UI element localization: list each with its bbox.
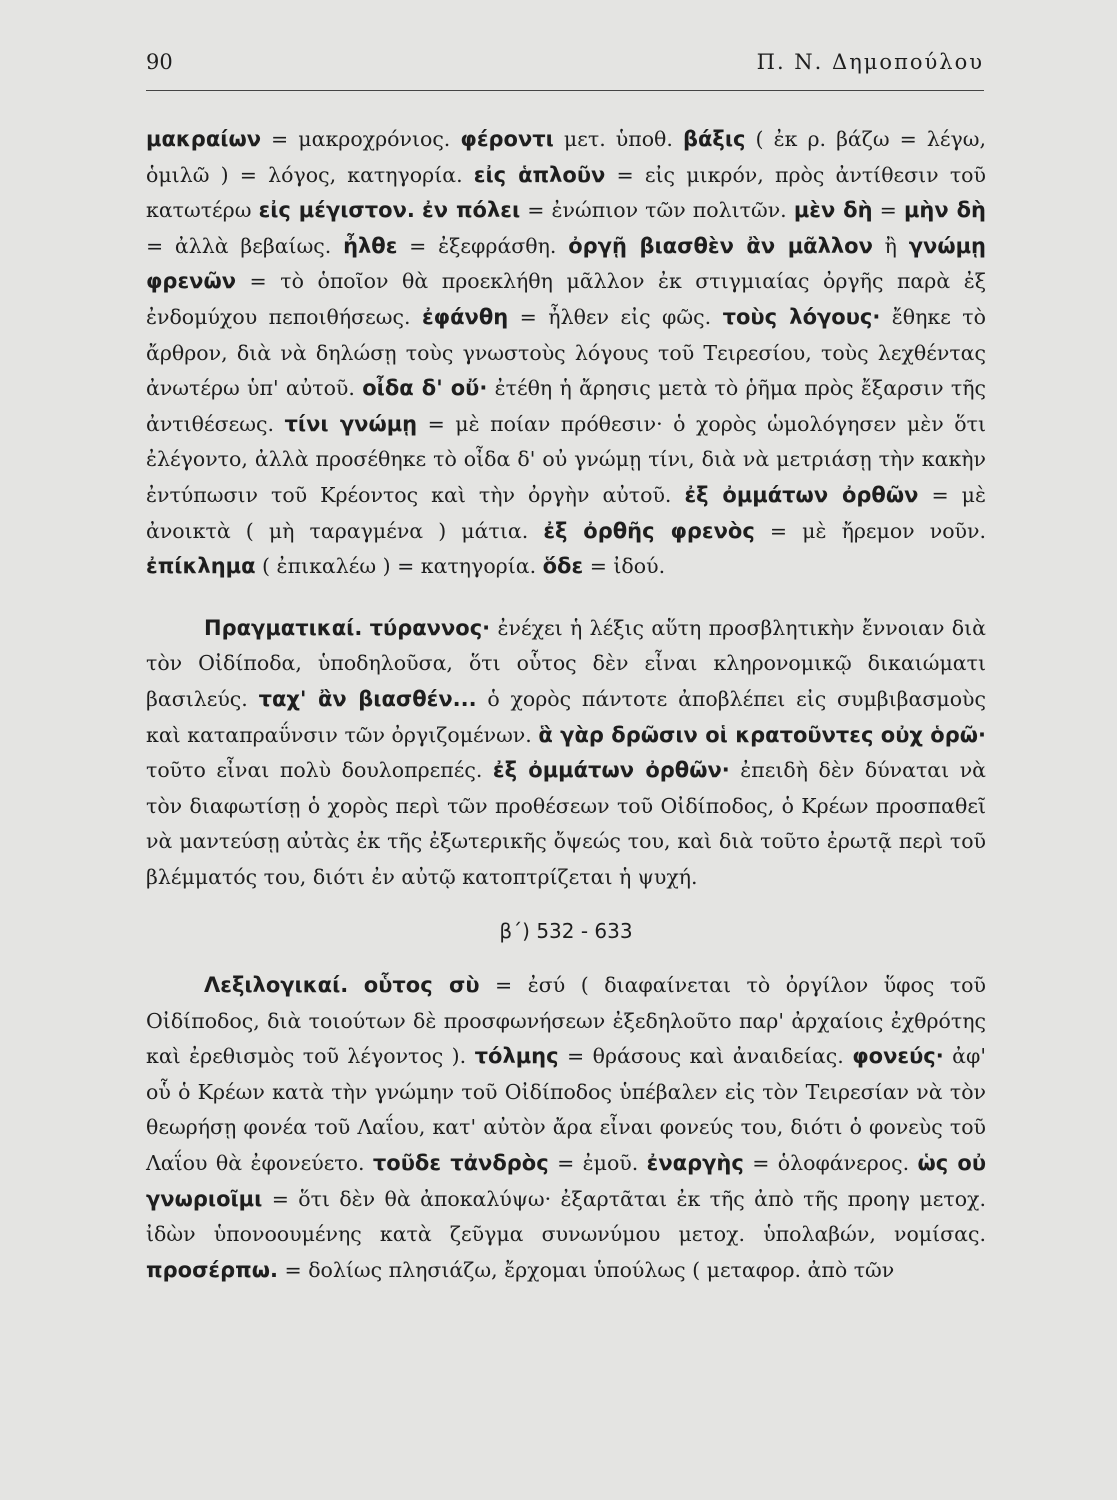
lemma-term: ἐφάνθη — [421, 304, 509, 329]
gloss-text: = τὸ ὁποῖον θὰ προεκλήθη μᾶλλον ἐκ στιγμιαίας ὀργῆς παρὰ ἐξ ἐνδομύχου πεποιθήσεως. — [146, 269, 986, 329]
gloss-text: ( ἐπικαλέω ) = κατηγορία. — [255, 554, 543, 579]
commentary-paragraph-lexilogikai — [146, 968, 986, 1288]
gloss-text: = ἦλθεν εἰς φῶς. — [508, 304, 723, 329]
commentary-paragraph-1 — [146, 122, 986, 585]
gloss-text: = ἐμοῦ. — [548, 1151, 647, 1176]
gloss-text: = ἰδού. — [583, 554, 666, 579]
lemma-term: φονεύς· — [852, 1044, 944, 1069]
gloss-text: = μὲ ποίαν πρόθεσιν· ὁ χορὸς ὡμολόγησεν μὲν ὅτι ἐλέγοντο, ἀλλὰ προσέθηκε τὸ οἶδα δ' οὐ γνώμῃ τίνι, διὰ νὰ μετριάσῃ τὴν κακὴν ἐντύπωσιν τοῦ Κρέοντος καὶ τὴν ὀργὴν αὐτοῦ. — [146, 411, 986, 507]
gloss-text: ἐπειδὴ δὲν δύναται νὰ τὸν διαφωτίσῃ ὁ χορὸς περὶ τῶν προθέσεων τοῦ Οἰδίποδος, ὁ Κρέων προσπαθεῖ νὰ μαντεύσῃ αὐτὰς ἐκ τῆς ἐξωτερικῆς ὄψεώς του, καὶ διὰ τοῦτο ἐρωτᾷ περὶ τοῦ βλέμματός του, διότι ἐν αὐτῷ κατοπτρίζεται ἡ ψυχή. — [146, 758, 987, 889]
body-text — [146, 122, 986, 1288]
gloss-text: = μὲ ἀνοικτὰ ( μὴ ταραγμένα ) μάτια. — [146, 482, 986, 543]
gloss-text: = μακροχρόνιος. — [261, 127, 461, 151]
lemma-term: τοὺς λόγους· — [722, 304, 881, 329]
commentary-paragraph-pragmatikai — [146, 611, 986, 896]
lemma-term: ἐναργὴς — [646, 1151, 744, 1176]
gloss-text — [348, 973, 364, 997]
lemma-term: ἐξ ὀμμάτων ὀρθῶν· — [492, 758, 730, 783]
lemma-term: γνώμῃ φρενῶν — [146, 233, 986, 294]
lemma-term: φέροντι — [460, 127, 554, 151]
gloss-text: = θράσους καὶ ἀναιδείας. — [558, 1044, 853, 1069]
gloss-text: ἔθηκε τὸ ἄρθρον, διὰ νὰ δηλώσῃ τοὺς γνωστοὺς λόγους τοῦ Τειρεσίου, τοὺς λεχθέντας ἀνωτέρω ὑπ' αὐτοῦ. — [146, 304, 986, 401]
lemma-term: Λεξιλογικαί. — [204, 973, 349, 998]
lemma-term: ταχ' ἂν βιασθέν... — [258, 686, 477, 711]
lemma-term: τοῦδε τἀνδρὸς — [372, 1151, 549, 1176]
lemma-term: τίνι γνώμῃ — [284, 411, 418, 436]
gloss-text: = ὁλοφάνερος. — [743, 1151, 918, 1176]
lemma-term: τύραννος· — [369, 615, 491, 640]
lemma-term: ἃ γὰρ δρῶσιν οἱ κρατοῦντες οὐχ ὁρῶ· — [538, 722, 986, 747]
lemma-term: ὅδε — [542, 554, 584, 579]
gloss-text: = ἐξεφράσθη. — [397, 233, 569, 258]
lemma-term: ἐν πόλει — [422, 198, 521, 223]
lemma-term: προσέρπω. — [146, 1257, 278, 1282]
section-marker — [146, 914, 986, 950]
gloss-text: μετ. ὑποθ. — [553, 127, 683, 151]
lemma-term: Πραγματικαί. — [204, 615, 363, 640]
lemma-term: τόλμης — [474, 1044, 559, 1069]
gloss-text — [415, 198, 422, 222]
lemma-term: ὀργῇ βιασθὲν ἂν μᾶλλον — [568, 233, 873, 258]
gloss-text: = ἀλλὰ βεβαίως. — [146, 233, 344, 258]
lemma-term: ἦλθε — [343, 233, 398, 258]
page-header — [146, 50, 984, 91]
gloss-text: = — [872, 198, 904, 223]
lemma-term: εἰς ἁπλοῦν — [473, 162, 606, 187]
lemma-term: ἐπίκλημα — [146, 554, 256, 579]
gloss-text: ( ἐκ ρ. βάζω = λέγω, ὁμιλῶ ) = λόγος, κατηγορία. — [146, 127, 986, 187]
gloss-text: = ἐνώπιον τῶν πολιτῶν. — [520, 198, 794, 223]
gloss-text: = δολίως πλησιάζω, ἔρχομαι ὑπούλως ( μεταφορ. ἀπὸ τῶν — [278, 1257, 895, 1282]
section-marker-text: β΄) 532 - 633 — [499, 919, 633, 944]
page-number: 90 — [146, 50, 173, 74]
lemma-term: ἐξ ὀμμάτων ὀρθῶν — [684, 482, 919, 507]
lemma-term: μακραίων — [146, 127, 261, 151]
lemma-term: μὲν δὴ — [793, 198, 873, 223]
lemma-term: ὡς οὐ γνωριοῖμι — [146, 1151, 987, 1211]
lemma-term: μὴν δὴ — [903, 198, 986, 223]
lemma-term: εἰς μέγιστον. — [258, 198, 415, 223]
lemma-term: οἶδα δ' οὔ· — [362, 376, 488, 401]
running-title: Π. Ν. Δημοπούλου — [756, 50, 984, 74]
gloss-text: ἀφ' οὗ ὁ Κρέων κατὰ τὴν γνώμην τοῦ Οἰδίποδος ὑπέβαλεν εἰς τὸν Τειρεσίαν νὰ τὸν θεωρήσῃ φονέα τοῦ Λαΐου, κατ' αὐτὸν ἄρα εἶναι φονεύς του, διότι ὁ φονεὺς τοῦ Λαΐου θὰ ἐφονεύετο. — [146, 1044, 986, 1176]
gloss-text: = μὲ ἤρεμον νοῦν. — [754, 518, 986, 543]
gloss-text: ἐτέθη ἡ ἄρησις μετὰ τὸ ῥῆμα πρὸς ἔξαρσιν τῆς ἀντιθέσεως. — [146, 376, 987, 436]
gloss-text: = ἐσύ ( διαφαίνεται τὸ ὀργίλον ὕφος τοῦ Οἰδίποδος, διὰ τοιούτων δὲ προσφωνήσεων ἐξεδηλοῦτο παρ' ἀρχαίοις ἐχθρότης καὶ ἐρεθισμὸς τοῦ λέγοντος ). — [146, 973, 986, 1069]
lemma-term: οὗτος σὺ — [363, 973, 480, 998]
gloss-text: ἐνέχει ἡ λέξις αὕτη προσβλητικὴν ἔννοιαν διὰ τὸν Οἰδίποδα, ὑποδηλοῦσα, ὅτι οὗτος δὲν εἶναι κληρονομικῷ δικαιώματι βασιλεύς. — [146, 615, 986, 711]
gloss-text: = ὅτι δὲν θὰ ἀποκαλύψω· ἐξαρτᾶται ἐκ τῆς ἀπὸ τῆς προηγ μετοχ. ἰδὼν ὑπονοουμένης κατὰ ζεῦγμα συνωνύμου μετοχ. ὑπολαβών, νομίσας. — [146, 1186, 986, 1247]
gloss-text: ὁ χορὸς πάντοτε ἀποβλέπει εἰς συμβιβασμοὺς καὶ καταπραΰνσιν τῶν ὀργιζομένων. — [146, 686, 986, 747]
gloss-text: τοῦτο εἶναι πολὺ δουλοπρεπές. — [146, 758, 493, 783]
gloss-text — [362, 616, 369, 640]
gloss-text: = εἰς μικρόν, πρὸς ἀντίθεσιν τοῦ κατωτέρω — [146, 162, 986, 223]
lemma-term: βάξις — [682, 127, 746, 151]
lemma-term: ἐξ ὀρθῆς φρενὸς — [543, 518, 755, 543]
gloss-text: ἢ — [872, 233, 909, 258]
